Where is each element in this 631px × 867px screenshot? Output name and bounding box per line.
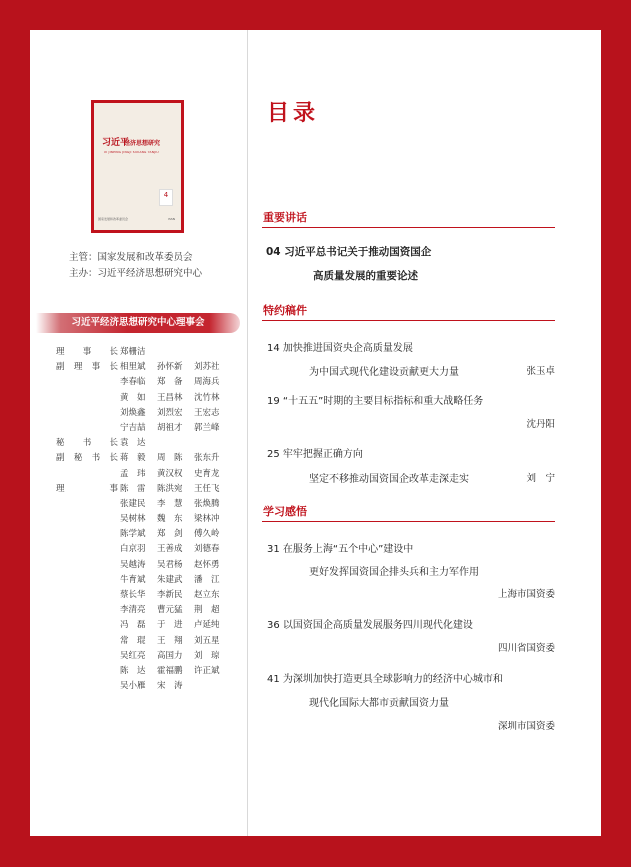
toc-entry-author: 沈丹阳 [526, 419, 555, 430]
council-member-name: 朱建武 [157, 574, 183, 585]
council-banner: 习近平经济思想研究中心理事会 [36, 313, 240, 333]
council-role: 副理事长 [56, 362, 118, 373]
toc-entry-subtitle[interactable]: 现代化国际大都市贡献国资力量 [309, 698, 449, 709]
council-row [56, 603, 246, 618]
toc-entry-title[interactable]: 19 “十五五”时期的主要目标指标和重大战略任务 [267, 396, 484, 407]
council-member-name: 张东升 [194, 453, 220, 464]
section-header-study [262, 505, 555, 522]
council-row [56, 497, 246, 512]
council-row [56, 406, 246, 421]
section-label: 重要讲话 [263, 211, 307, 224]
section-header-speech [262, 211, 555, 228]
toc-entry-author: 张玉卓 [526, 366, 555, 377]
council-member-name: 宁吉喆 [120, 422, 146, 433]
council-row [56, 391, 246, 406]
council-member-name: 袁 达 [120, 438, 146, 449]
toc-title: 目录 [267, 101, 320, 126]
supervisor-line: 主管：国家发展和改革委员会 [69, 252, 193, 263]
toc-entry-title[interactable]: 04 习近平总书记关于推动国资国企 [266, 246, 432, 258]
toc-entry-title[interactable]: 14 加快推进国资央企高质量发展 [267, 343, 413, 354]
council-member-name: 刘烈宏 [157, 407, 183, 418]
council-member-name: 潘 江 [194, 574, 220, 585]
council-row [56, 375, 246, 390]
council-member-name: 陈 雷 [120, 483, 146, 494]
cover-footer-right: ISSN [168, 217, 175, 221]
council-member-name: 刘苏社 [194, 362, 220, 373]
council-row [56, 679, 246, 694]
council-row [56, 649, 246, 664]
council-member-name: 郑栅洁 [120, 347, 146, 357]
council-member-name: 吴树林 [120, 514, 146, 525]
cover-logo: 习近平 [102, 138, 130, 148]
council-member-name: 牛育斌 [120, 574, 146, 585]
toc-entry-subtitle[interactable]: 坚定不移推动国资国企改革走深走实 [309, 474, 469, 485]
host-line: 主办：习近平经济思想研究中心 [69, 268, 203, 279]
cover-issue-number: 4 [159, 189, 173, 206]
council-member-name: 陈洪宛 [157, 483, 183, 494]
toc-entry-author: 刘 宁 [526, 473, 555, 484]
council-member-name: 宋 涛 [157, 681, 183, 692]
council-member-name: 赵立东 [194, 590, 220, 600]
council-member-name: 周海兵 [194, 377, 220, 388]
council-member-name: 卢延纯 [194, 620, 220, 631]
council-role: 理事 [56, 483, 118, 494]
council-row [56, 527, 246, 542]
council-member-name: 黄汉权 [157, 468, 183, 479]
council-row [56, 360, 246, 375]
toc-entry-author: 上海市国资委 [497, 589, 555, 600]
council-member-name: 陈 达 [120, 665, 146, 676]
council-member-name: 吴小雁 [120, 681, 146, 692]
council-member-name: 沈竹林 [194, 392, 220, 403]
council-member-name: 魏 东 [157, 514, 183, 525]
council-row [56, 573, 246, 588]
cover-thumbnail [91, 100, 184, 233]
council-member-name: 郭兰峰 [194, 422, 220, 433]
council-member-name: 高国力 [157, 650, 183, 661]
council-member-name: 冯 磊 [120, 620, 146, 631]
toc-entry-author: 深圳市国资委 [497, 721, 555, 732]
council-member-name: 王昌林 [157, 392, 183, 403]
council-member-name: 王宏志 [194, 407, 220, 418]
council-member-name: 李新民 [157, 590, 183, 600]
council-member-name: 张建民 [120, 498, 146, 509]
magazine-page [30, 30, 601, 836]
council-member-name: 荆 超 [194, 605, 220, 616]
toc-entry-title[interactable]: 36 以国资国企高质量发展服务四川现代化建设 [267, 620, 473, 631]
toc-entry-subtitle[interactable]: 为中国式现代化建设贡献更大力量 [309, 367, 459, 378]
council-member-name: 王任飞 [194, 483, 220, 494]
council-member-name: 黄 如 [120, 392, 146, 403]
council-member-name: 曹元猛 [157, 605, 183, 616]
council-row [56, 436, 246, 451]
council-member-name: 吴君杨 [157, 559, 183, 570]
council-member-name: 于 进 [157, 620, 183, 631]
council-member-name: 郑 备 [157, 377, 183, 388]
council-role: 副秘书长 [56, 453, 118, 464]
cover-footer-left: 国家发展和改革委员会 [98, 217, 129, 221]
council-member-name: 霍福鹏 [157, 665, 183, 676]
council-member-name: 王善成 [157, 544, 183, 555]
toc-entry-title[interactable]: 31 在服务上海“五个中心”建设中 [267, 544, 414, 555]
council-row [56, 664, 246, 679]
cover-title: 经济思想研究 [124, 140, 161, 147]
council-member-name: 张焕腾 [194, 498, 220, 509]
cover-subtitle: XI JINPING JINGJI SIXIANG YANJIU [104, 150, 159, 154]
council-row [56, 451, 246, 466]
council-member-name: 李清亮 [120, 605, 146, 616]
council-row [56, 558, 246, 573]
council-row [56, 345, 246, 360]
council-member-name: 傅久岭 [194, 529, 220, 540]
council-member-name: 李春临 [120, 377, 146, 388]
column-divider [247, 30, 248, 836]
council-member-name: 刘德春 [194, 544, 220, 555]
toc-entry-title[interactable]: 41 为深圳加快打造更具全球影响力的经济中心城市和 [267, 674, 503, 685]
council-member-name: 蔡长华 [120, 590, 146, 600]
council-member-name: 孙怀新 [157, 362, 183, 373]
council-member-name: 王 翔 [157, 635, 183, 646]
council-member-name: 吴越涛 [120, 559, 146, 570]
council-member-name: 梁林冲 [194, 514, 220, 525]
council-member-name: 孟 玮 [120, 468, 146, 479]
council-member-name: 蒋 毅 [120, 453, 146, 464]
council-member-name: 常 琨 [120, 635, 146, 646]
council-member-name: 白京羽 [120, 544, 146, 555]
council-member-name: 郑 剑 [157, 529, 183, 540]
council-member-name: 赵怀勇 [194, 559, 220, 570]
council-member-name: 史育龙 [194, 468, 220, 479]
council-list [56, 345, 246, 694]
council-member-name: 李 慧 [157, 498, 183, 509]
council-row [56, 588, 246, 603]
council-row [56, 618, 246, 633]
toc-entry-author: 四川省国资委 [497, 643, 555, 654]
council-member-name: 许正斌 [194, 665, 220, 676]
section-header-special [262, 304, 555, 321]
council-member-name: 陈学斌 [120, 529, 146, 540]
council-row [56, 542, 246, 557]
council-member-name: 相里斌 [120, 362, 146, 373]
council-row [56, 421, 246, 436]
council-member-name: 刘五星 [194, 635, 220, 646]
council-member-name: 吴红亮 [120, 650, 146, 661]
council-role: 理事长 [56, 347, 118, 357]
council-row [56, 634, 246, 649]
council-member-name: 刘焕鑫 [120, 407, 146, 418]
toc-entry-title[interactable]: 25 牢牢把握正确方向 [267, 449, 363, 460]
toc-entry-subtitle[interactable]: 更好发挥国资国企排头兵和主力军作用 [309, 567, 479, 578]
council-row [56, 467, 246, 482]
council-role: 秘书长 [56, 438, 118, 449]
section-label: 特约稿件 [263, 304, 307, 317]
toc-entry-subtitle[interactable]: 高质量发展的重要论述 [313, 270, 418, 282]
council-row [56, 512, 246, 527]
council-member-name: 刘 琼 [194, 650, 220, 661]
council-member-name: 周 陈 [157, 453, 183, 464]
council-member-name: 胡祖才 [157, 422, 183, 433]
section-label: 学习感悟 [263, 505, 307, 518]
council-row [56, 482, 246, 497]
